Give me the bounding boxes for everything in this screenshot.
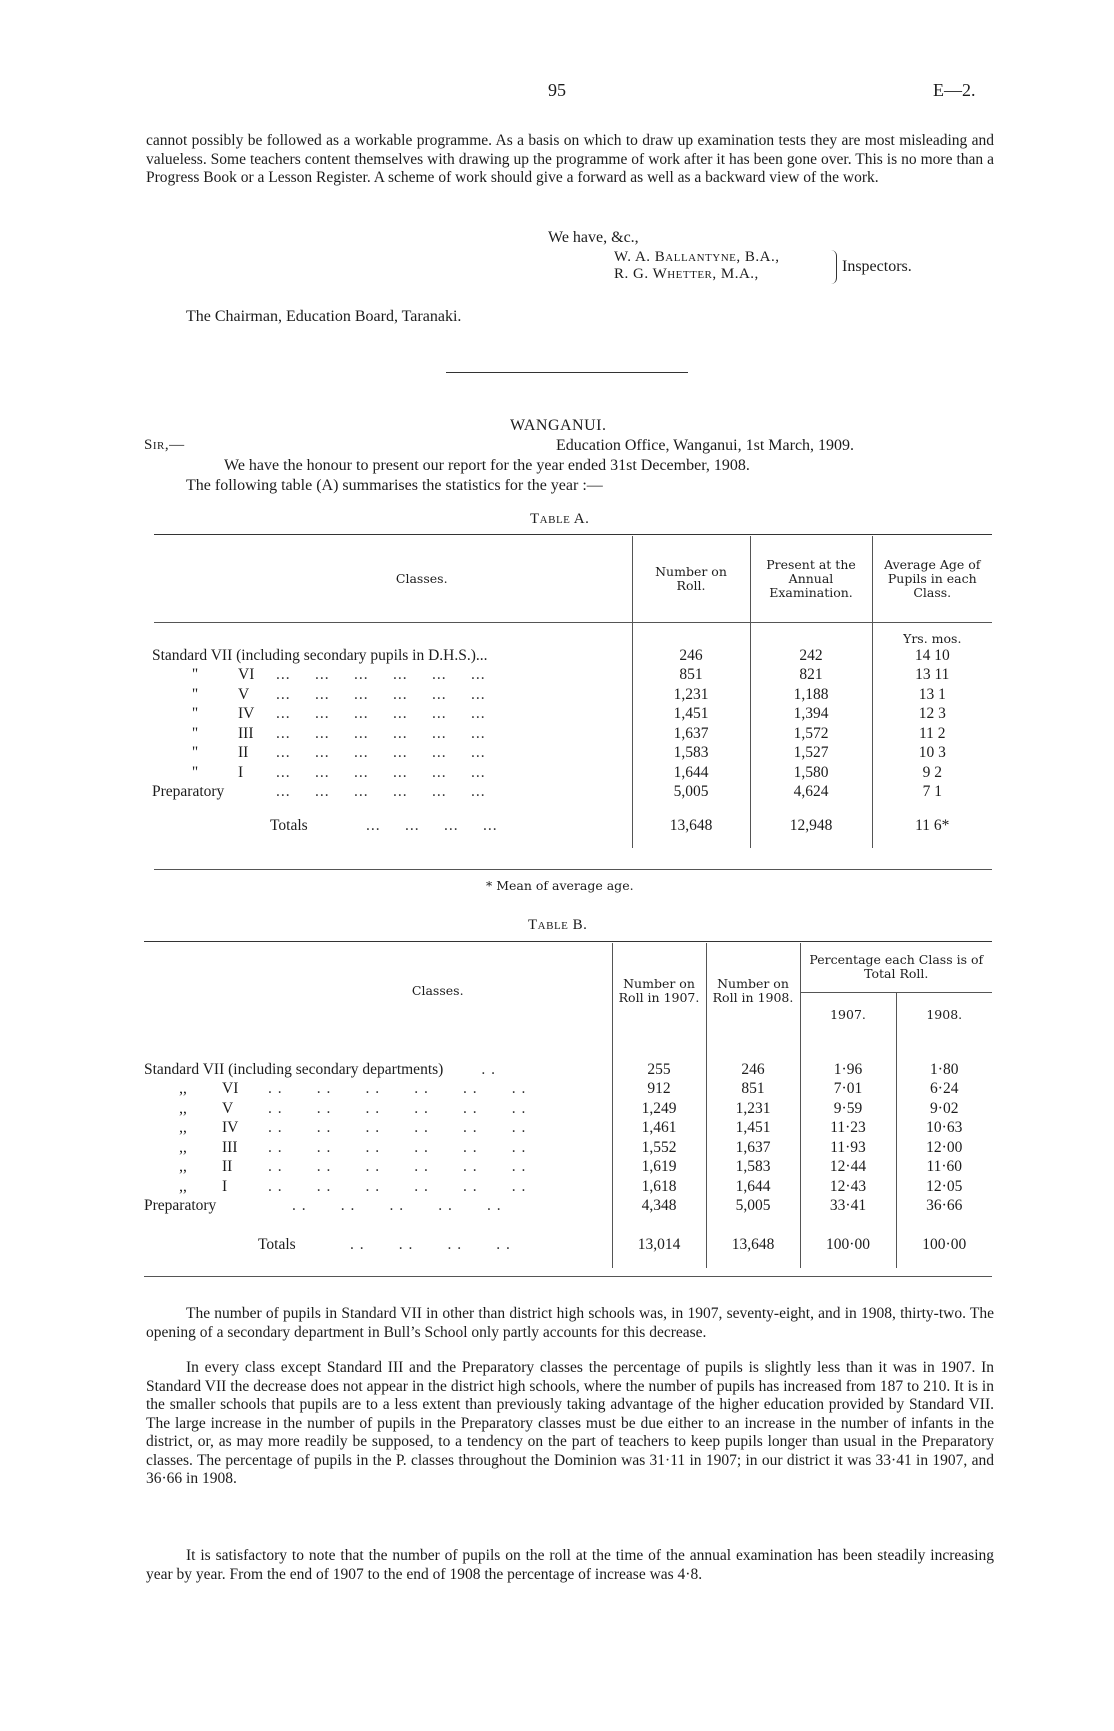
closing-paragraph-3: It is satisfactory to note that the number of pupils on the roll at the time of the annual examination has been steadily increasing year by year. From the end of 1907 to the end of 1908 the percentage of increase was 4·8.	[146, 1547, 994, 1583]
addressee: The Chairman, Education Board, Taranaki.	[186, 308, 462, 325]
table-row: " II ... ... ... ... ... ... 1,583 1,527 10 3	[152, 744, 992, 764]
table-a-header-row	[152, 536, 992, 622]
table-row: ,, IV . . . . . . . . . . . . 1,461 1,451 11·23 10·63	[144, 1119, 992, 1139]
table-row: Preparatory ... ... ... ... ... ... 5,005 4,624 7 1	[152, 783, 992, 803]
table-row: ,, II . . . . . . . . . . . . 1,619 1,583 12·44 11·60	[144, 1158, 992, 1178]
table-a-header-classes: Classes.	[395, 571, 448, 586]
report-line-1: We have the honour to present our report for the year ended 31st December, 1908.	[224, 457, 750, 474]
signatory-ballantyne: W. A. Ballantyne, B.A.,	[614, 249, 780, 265]
closing-paragraph-2: In every class except Standard III and the Preparatory classes the percentage of pupils is slightly less than it was in 1907. In Standard VII the decrease does not appear in the district high schools, where the number of pupils has increased from 187 to 210. It is in the smaller schools that pupils are to a less extent than previously taking advantage of the higher education provided by Standard VII. The large increase in the number of pupils in the Preparatory classes must be due either to an increase in the number of infants in the district, or, as may more readily be supposed, to a tendency on the part of teachers to keep pupils longer than usual in the Preparatory classes. The percentage of pupils in the P. classes throughout the Dominion was 31·11 in 1907; in our district it was 33·41 in 1907, and 36·66 in 1908.	[146, 1359, 994, 1487]
table-a-bottom-rule	[154, 869, 992, 870]
signoff-role: Inspectors.	[842, 258, 912, 275]
table-b-header-pct-1908: 1908.	[896, 992, 992, 1038]
table-row: Standard VII (including secondary pupils in D.H.S.)... 246 242 14 10	[152, 646, 992, 666]
table-b-totals-row: Totals . . . . . . . . 13,014 13,648 100·00 100·00	[144, 1234, 992, 1256]
table-a-totals-row: Totals ... ... ... ... 13,648 12,948 11 6*	[152, 814, 992, 838]
table-b	[144, 943, 992, 1268]
table-row: " I ... ... ... ... ... ... 1,644 1,580 9 2	[152, 763, 992, 783]
table-row: ,, III . . . . . . . . . . . . 1,552 1,637 11·93 12·00	[144, 1138, 992, 1158]
table-row: " VI ... ... ... ... ... ... 851 821 13 11	[152, 666, 992, 686]
district-heading: WANGANUI.	[510, 417, 607, 434]
report-line-2: The following table (A) summarises the statistics for the year :—	[186, 477, 603, 494]
table-a-top-rule	[154, 534, 992, 535]
table-a-header-present: Present at the Annual Examination.	[750, 536, 872, 622]
salutation: Sir,—	[144, 437, 185, 453]
table-row: Preparatory . . . . . . . . . . 4,348 5,005 33·41 36·66	[144, 1197, 992, 1217]
table-b-title: Table B.	[528, 917, 588, 933]
table-b-top-rule	[144, 941, 992, 942]
table-a-age-units: Yrs. mos.	[872, 622, 992, 646]
table-b-header-classes: Classes.	[411, 982, 464, 998]
table-row: Standard VII (including secondary departments) . . 255 246 1·96 1·80	[144, 1060, 992, 1080]
table-a-footnote: * Mean of average age.	[486, 878, 634, 893]
closing-paragraph-1: The number of pupils in Standard VII in other than district high schools was, in 1907, seventy-eight, and in 1908, thirty-two. The opening of a secondary department in Bull’s School only partly accounts for this decrease.	[146, 1305, 994, 1341]
table-a-header-age: Average Age of Pupils in each Class.	[872, 536, 992, 622]
signatory-whetter: R. G. Whetter, M.A.,	[614, 266, 759, 282]
table-row: ,, VI . . . . . . . . . . . . 912 851 7·01 6·24	[144, 1080, 992, 1100]
section-divider	[446, 372, 688, 373]
table-row: ,, I . . . . . . . . . . . . 1,618 1,644 12·43 12·05	[144, 1177, 992, 1197]
table-row: " III ... ... ... ... ... ... 1,637 1,572 11 2	[152, 724, 992, 744]
page-number: 95	[548, 80, 566, 100]
table-a	[152, 536, 992, 848]
intro-paragraph: cannot possibly be followed as a workable programme. As a basis on which to draw up examination tests they are most misleading and valueless. Some teachers content themselves with drawing up the programme of work after it has been gone over. This is no more than a Progress Book or a Lesson Register. A scheme of work should give a forward as well as a backward view of the work.	[146, 132, 994, 186]
table-b-header-roll-1908: Number on Roll in 1908.	[706, 943, 800, 1038]
table-b-header-percentage: Percentage each Class is of Total Roll.	[800, 943, 992, 992]
office-date: Education Office, Wanganui, 1st March, 1909.	[556, 437, 855, 454]
table-b-header-pct-1907: 1907.	[800, 992, 896, 1038]
signoff-closing: We have, &c.,	[548, 229, 639, 246]
table-a-header-roll: Number on Roll.	[632, 536, 750, 622]
table-row: " V ... ... ... ... ... ... 1,231 1,188 13 1	[152, 685, 992, 705]
table-b-bottom-rule	[144, 1276, 992, 1277]
table-a-title: Table A.	[530, 511, 590, 527]
document-reference: E—2.	[933, 80, 976, 100]
table-row: " IV ... ... ... ... ... ... 1,451 1,394 12 3	[152, 705, 992, 725]
table-b-header-roll-1907: Number on Roll in 1907.	[612, 943, 706, 1038]
table-row: ,, V . . . . . . . . . . . . 1,249 1,231 9·59 9·02	[144, 1099, 992, 1119]
signatory-brace	[828, 250, 837, 284]
